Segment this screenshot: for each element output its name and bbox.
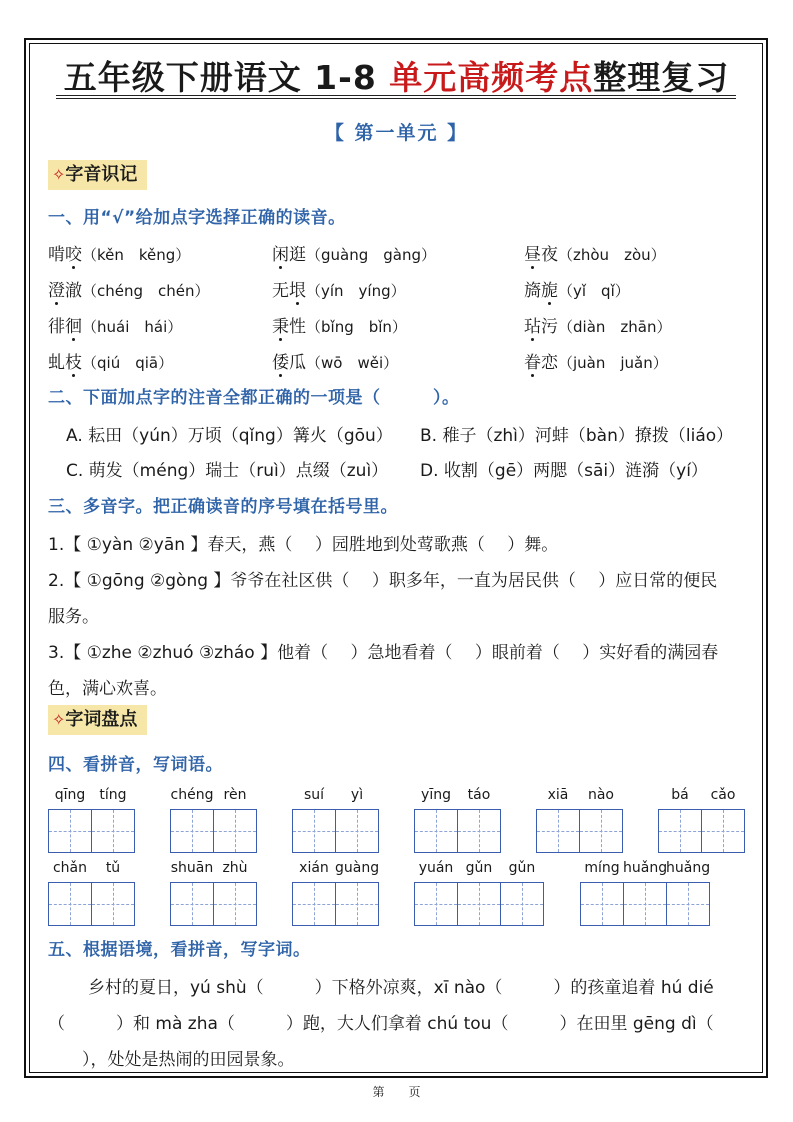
writing-box[interactable] — [536, 809, 580, 853]
word-char-1: 旖 — [524, 281, 541, 301]
pinyin-syllable: yīng — [421, 787, 451, 803]
pinyin-choices: （zhòu zòu） — [558, 246, 666, 264]
question-3-title: 三、多音字。把正确读音的序号填在括号里。 — [48, 497, 398, 517]
pinyin-syllable: gǔn — [465, 860, 493, 876]
pinyin-syllable: suí — [303, 787, 325, 803]
writing-box[interactable] — [500, 882, 544, 926]
star-icon: ✧ — [52, 165, 66, 184]
word-char-2: 旎 — [541, 281, 558, 301]
word-char-2: 咬 — [65, 245, 82, 265]
option-c: C. 萌发（méng）瑞士（ruì）点缀（zuì） — [66, 461, 389, 481]
section-label: 字词盘点 — [65, 709, 138, 730]
pinyin-syllable: xián — [299, 860, 329, 876]
pinyin-choices: （juàn juǎn） — [558, 354, 668, 372]
pinyin-choices: （yín yíng） — [306, 282, 406, 300]
word-char-1: 虬 — [48, 353, 65, 373]
title-underline — [56, 95, 736, 96]
pinyin-syllable: yuán — [418, 860, 454, 876]
section-header-pronunciation — [48, 160, 147, 190]
title-underline-2 — [56, 98, 736, 99]
pinyin-choices: （kěn kěng） — [82, 246, 191, 264]
word-char-2: 逛 — [289, 245, 306, 265]
title-part-1: 五年级下册语文 1-8 — [63, 58, 390, 97]
pinyin-choices: （chéng chén） — [82, 282, 210, 300]
writing-box[interactable] — [457, 882, 501, 926]
writing-box[interactable] — [48, 809, 92, 853]
pinyin-syllable: bá — [671, 787, 689, 803]
title-highlight: 单元高频考点 — [389, 58, 594, 97]
pinyin-syllable: tíng — [99, 787, 127, 803]
question-3-line-3: 3.【 ①zhe ②zhuó ③zháo 】他着（ ）急地看着（ ）眼前着（ ）实好看的满园春 — [48, 643, 719, 663]
question-2-title — [48, 383, 460, 408]
pinyin-choices: （wō wěi） — [306, 354, 399, 372]
option-b: B. 稚子（zhì）河蚌（bàn）撩拨（liáo） — [420, 426, 734, 446]
word-char-1: 秉 — [272, 317, 289, 337]
word-char-1: 徘 — [48, 317, 65, 337]
word-char-2: 徊 — [65, 317, 82, 337]
question-3-line-2b: 服务。 — [48, 607, 99, 627]
word-char-1: 玷 — [524, 317, 541, 337]
writing-box[interactable] — [666, 882, 710, 926]
section-label: 字音识记 — [65, 164, 138, 185]
pronunciation-item — [272, 348, 398, 373]
pronunciation-item — [272, 240, 436, 265]
writing-box[interactable] — [579, 809, 623, 853]
pronunciation-item — [524, 312, 671, 337]
question-5-line-1: 乡村的夏日，yú shù（ ）下格外凉爽，xī nào（ ）的孩童追着 hú dié — [88, 978, 714, 998]
question-4-title: 四、看拼音，写词语。 — [48, 755, 223, 775]
word-char-1: 闲 — [272, 245, 289, 265]
question-5-line-3: ），处处是热闹的田园景象。 — [48, 1050, 295, 1070]
question-5-line-2: （ ）和 mà zha（ ）跑，大人们拿着 chú tou（ ）在田里 gēng dì（ — [48, 1014, 714, 1034]
writing-box[interactable] — [701, 809, 745, 853]
pinyin-choices: （guàng gàng） — [306, 246, 436, 264]
writing-box[interactable] — [580, 882, 624, 926]
word-char-1: 眷 — [524, 353, 541, 373]
pinyin-syllable: gǔn — [508, 860, 536, 876]
writing-box[interactable] — [170, 882, 214, 926]
title-part-3: 整理复习 — [593, 58, 730, 97]
pinyin-syllable: xiā — [547, 787, 569, 803]
pinyin-syllable: rèn — [223, 787, 247, 803]
pinyin-syllable: chǎn — [52, 860, 88, 876]
word-char-2: 枝 — [65, 353, 82, 373]
pronunciation-item — [272, 276, 406, 301]
writing-box[interactable] — [292, 809, 336, 853]
word-char-1: 昼 — [524, 245, 541, 265]
pinyin-choices: （diàn zhān） — [558, 318, 672, 336]
pinyin-syllable: yì — [350, 787, 364, 803]
word-char-2: 澈 — [65, 281, 82, 301]
writing-box[interactable] — [658, 809, 702, 853]
question-2-end: ）。 — [433, 388, 460, 408]
question-3-line-1: 1.【 ①yàn ②yān 】春天，燕（ ）园胜地到处莺歌燕（ ）舞。 — [48, 535, 559, 555]
pinyin-choices: （qiú qiā） — [82, 354, 174, 372]
writing-box[interactable] — [292, 882, 336, 926]
question-2-text: 二、下面加点字的注音全都正确的一项是（ — [48, 388, 381, 408]
pronunciation-item — [48, 312, 182, 337]
writing-box[interactable] — [414, 882, 458, 926]
pinyin-syllable: shuān — [170, 860, 214, 876]
star-icon: ✧ — [52, 710, 66, 729]
pinyin-syllable: nào — [587, 787, 615, 803]
pronunciation-item — [48, 348, 173, 373]
option-d: D. 收割（gē）两腮（sāi）涟漪（yí） — [420, 461, 708, 481]
word-char-2: 夜 — [541, 245, 558, 265]
writing-box[interactable] — [414, 809, 458, 853]
pinyin-syllable: zhù — [222, 860, 248, 876]
question-5-title: 五、根据语境，看拼音，写字词。 — [48, 940, 311, 960]
pinyin-syllable: huǎng — [623, 860, 668, 876]
word-char-1: 倭 — [272, 353, 289, 373]
pinyin-syllable: cǎo — [710, 787, 736, 803]
pronunciation-item — [524, 276, 630, 301]
page-title — [0, 52, 793, 99]
writing-box[interactable] — [335, 882, 379, 926]
pinyin-syllable: míng — [584, 860, 620, 876]
writing-box[interactable] — [213, 809, 257, 853]
pronunciation-item — [524, 240, 666, 265]
writing-box[interactable] — [457, 809, 501, 853]
word-char-1: 无 — [272, 281, 289, 301]
word-char-2: 垠 — [289, 281, 306, 301]
pinyin-syllable: qīng — [54, 787, 86, 803]
pinyin-choices: （yǐ qǐ） — [558, 282, 630, 300]
pronunciation-item — [272, 312, 407, 337]
pinyin-syllable: táo — [467, 787, 491, 803]
writing-box[interactable] — [213, 882, 257, 926]
word-char-2: 恋 — [541, 353, 558, 373]
unit-heading: 【 第一单元 】 — [324, 122, 469, 144]
question-3-line-3b: 色，满心欢喜。 — [48, 679, 167, 699]
question-3-line-2: 2.【 ①gōng ②gòng 】爷爷在社区供（ ）职多年，一直为居民供（ ）应日常的便民 — [48, 571, 718, 591]
pinyin-syllable: guàng — [335, 860, 380, 876]
pronunciation-item — [48, 240, 190, 265]
pronunciation-item — [524, 348, 668, 373]
question-1-title: 一、用“√”给加点字选择正确的读音。 — [48, 208, 346, 228]
pinyin-syllable: huǎng — [666, 860, 711, 876]
writing-box[interactable] — [48, 882, 92, 926]
word-char-2: 瓜 — [289, 353, 306, 373]
word-char-1: 澄 — [48, 281, 65, 301]
pinyin-choices: （bǐng bǐn） — [306, 318, 407, 336]
section-header-vocabulary — [48, 705, 147, 735]
pinyin-syllable: chéng — [170, 787, 214, 803]
writing-box[interactable] — [91, 809, 135, 853]
pinyin-syllable: tǔ — [105, 860, 121, 876]
page-footer: 第 页 — [372, 1085, 421, 1099]
option-a: A. 耘田（yún）万顷（qǐng）篝火（gōu） — [66, 426, 393, 446]
pronunciation-item — [48, 276, 210, 301]
writing-box[interactable] — [170, 809, 214, 853]
word-char-2: 性 — [289, 317, 306, 337]
writing-box[interactable] — [623, 882, 667, 926]
word-char-2: 污 — [541, 317, 558, 337]
writing-box[interactable] — [335, 809, 379, 853]
word-char-1: 啃 — [48, 245, 65, 265]
writing-box[interactable] — [91, 882, 135, 926]
pinyin-choices: （huái hái） — [82, 318, 183, 336]
